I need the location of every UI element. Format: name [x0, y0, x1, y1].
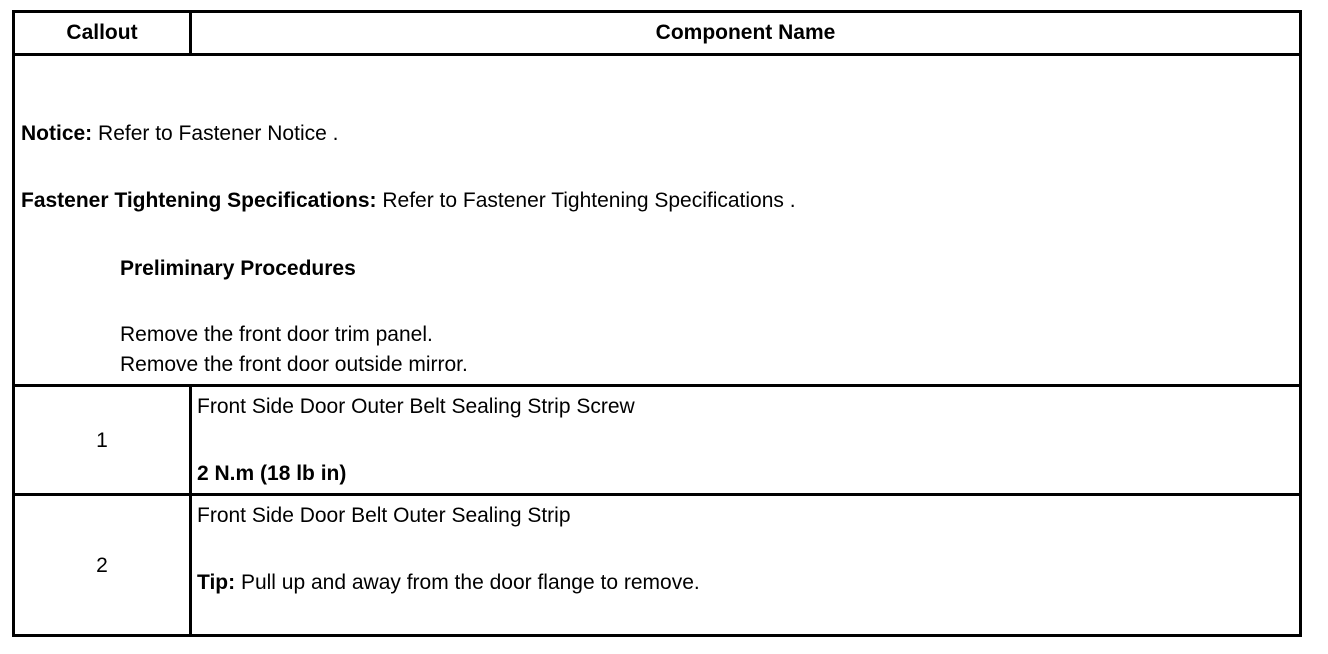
- row-component-name: Front Side Door Belt Outer Sealing Strip: [197, 504, 571, 527]
- intro-separator: [15, 384, 1299, 387]
- column-divider: [189, 384, 192, 637]
- notice-line: [21, 122, 338, 146]
- notice-label: Notice:: [21, 122, 93, 145]
- preliminary-step: Remove the front door trim panel.: [120, 323, 433, 346]
- tip-label: Tip:: [197, 571, 236, 594]
- header-separator: [15, 53, 1299, 56]
- row-separator: [15, 493, 1299, 496]
- header-component-name: Component Name: [655, 21, 836, 44]
- notice-text: Refer to Fastener Notice .: [92, 122, 339, 145]
- row-callout: 1: [96, 429, 108, 452]
- preliminary-step: Remove the front door outside mirror.: [120, 353, 468, 376]
- spec-label: Fastener Tightening Specifications:: [21, 189, 377, 212]
- header-callout: Callout: [66, 21, 138, 44]
- row-callout: 2: [96, 554, 108, 577]
- preliminary-title: Preliminary Procedures: [120, 257, 356, 280]
- tip-text: Pull up and away from the door flange to remove.: [235, 571, 700, 594]
- tip-line: [197, 571, 700, 595]
- spec-line: [21, 189, 796, 213]
- torque-spec: 2 N.m (18 lb in): [197, 462, 347, 485]
- row-component-name: Front Side Door Outer Belt Sealing Strip Screw: [197, 395, 635, 418]
- component-table: [12, 10, 1302, 637]
- spec-text: Refer to Fastener Tightening Specifications .: [376, 189, 796, 212]
